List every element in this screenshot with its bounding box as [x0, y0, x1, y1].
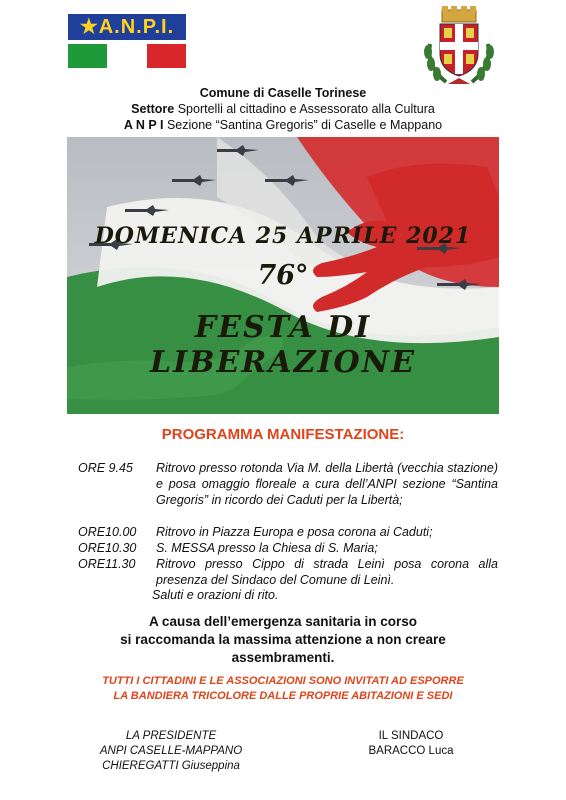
signature-line: CHIEREGATTI Giuseppina	[102, 760, 240, 772]
programme-time: ORE10.00	[78, 525, 137, 539]
italian-flag-icon	[68, 44, 186, 68]
header-anpi	[0, 118, 566, 132]
poster-anniversary: 76°	[257, 260, 309, 291]
programme-text: Ritrovo presso rotonda Via M. della Libertà (vecchia stazione) e posa omaggio floreale a cura dell’ANPI sezione “Santina Gregoris” in ricordo dei Caduti per la Libertà;	[156, 461, 498, 507]
header-anpi-rest: Sezione “Santina Gregoris” di Caselle e Mappano	[163, 118, 443, 132]
poster-banner	[67, 137, 499, 414]
programme-item	[78, 540, 498, 556]
header-settore-bold: Settore	[131, 102, 175, 116]
programme-item	[78, 524, 498, 540]
signature-line: LA PRESIDENTE	[125, 730, 217, 742]
header-settore-rest: Sportelli al cittadino e Assessorato alla Cultura	[174, 102, 435, 116]
programme-time: ORE11.30	[78, 557, 136, 571]
programme-closing: Saluti e orazioni di rito.	[152, 588, 279, 602]
flag-invitation	[0, 674, 566, 704]
programme-text: S. MESSA presso la Chiesa di S. Maria;	[156, 541, 378, 555]
programme-time: ORE10.30	[78, 541, 137, 555]
health-notice	[0, 613, 566, 667]
flag-red-band	[147, 44, 186, 68]
invite-line: LA BANDIERA TRICOLORE DALLE PROPRIE ABITAZIONI E SEDI	[113, 690, 453, 702]
header-settore	[0, 102, 566, 116]
programme-title: PROGRAMMA MANIFESTAZIONE:	[161, 426, 405, 443]
programme-text: Ritrovo in Piazza Europa e posa corona ai Caduti;	[156, 525, 433, 539]
anpi-logo-text: ★A.N.P.I.	[68, 14, 186, 40]
notice-line: assembramenti.	[231, 650, 335, 665]
header-anpi-bold: A N P I	[123, 118, 164, 132]
signature-president	[96, 729, 246, 774]
signature-line: IL SINDACO	[378, 730, 444, 742]
header-comune: Comune di Caselle Torinese	[199, 86, 367, 100]
notice-line: A causa dell’emergenza sanitaria in corso	[148, 614, 418, 629]
signature-line: BARACCO Luca	[368, 745, 454, 757]
flag-white-band	[107, 44, 146, 68]
poster-title: FESTA DI LIBERAZIONE	[150, 310, 416, 380]
programme-time: ORE 9.45	[78, 461, 133, 475]
notice-line: si raccomanda la massima attenzione a non creare	[120, 632, 446, 647]
flag-green-band	[68, 44, 107, 68]
programme-item	[78, 460, 498, 524]
programme-text: Ritrovo presso Cippo di strada Leinì posa corona alla presenza del Sindaco del Comune di Leinì.	[156, 557, 498, 587]
caselle-coat-of-arms-icon	[418, 4, 500, 90]
invite-line: TUTTI I CITTADINI E LE ASSOCIAZIONI SONO INVITATI AD ESPORRE	[102, 675, 464, 687]
anpi-logo	[68, 14, 186, 70]
poster-date: DOMENICA 25 APRILE 2021	[94, 223, 472, 249]
programme-item	[78, 556, 498, 587]
signature-mayor	[356, 729, 466, 759]
signature-line: ANPI CASELLE-MAPPANO	[99, 745, 243, 757]
